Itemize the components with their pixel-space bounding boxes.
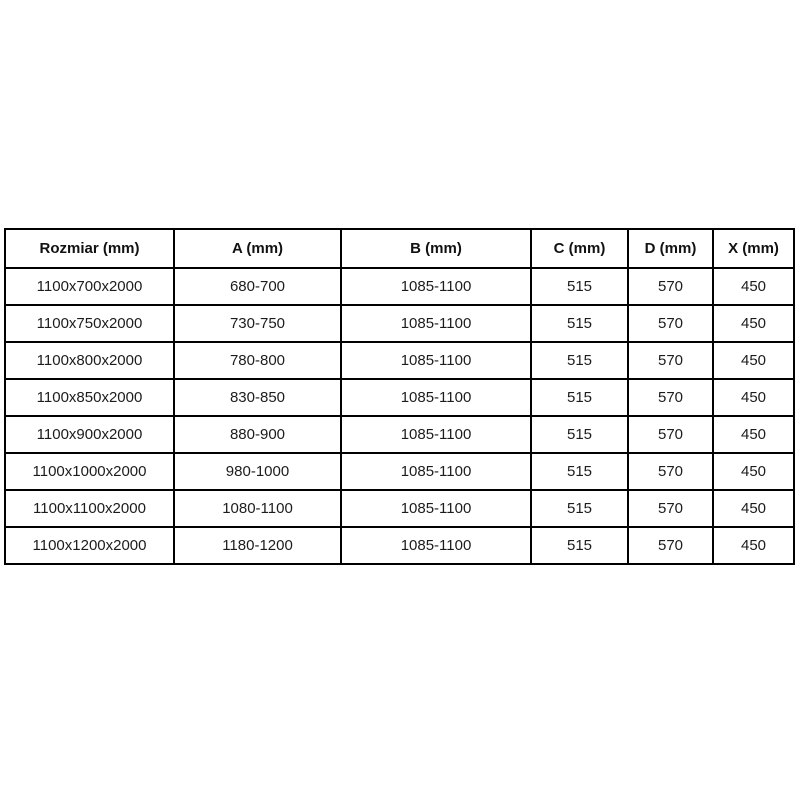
table-cell: 450 xyxy=(713,490,794,527)
table-cell: 680-700 xyxy=(174,268,341,305)
table-cell: 980-1000 xyxy=(174,453,341,490)
table-cell: 570 xyxy=(628,416,713,453)
header-row xyxy=(5,229,794,268)
table-cell: 1100x750x2000 xyxy=(5,305,174,342)
table-row xyxy=(5,379,794,416)
table-cell: 1100x800x2000 xyxy=(5,342,174,379)
table-body xyxy=(5,268,794,564)
size-spec-table xyxy=(4,228,795,565)
table-cell: 570 xyxy=(628,527,713,564)
table-row xyxy=(5,527,794,564)
table-cell: 780-800 xyxy=(174,342,341,379)
column-header-d: D (mm) xyxy=(628,229,713,268)
table-cell: 515 xyxy=(531,416,628,453)
table-cell: 570 xyxy=(628,453,713,490)
table-cell: 1180-1200 xyxy=(174,527,341,564)
table-header xyxy=(5,229,794,268)
table-cell: 1085-1100 xyxy=(341,490,531,527)
table-cell: 570 xyxy=(628,268,713,305)
table-cell: 450 xyxy=(713,527,794,564)
column-header-x: X (mm) xyxy=(713,229,794,268)
table-cell: 1085-1100 xyxy=(341,268,531,305)
column-header-b: B (mm) xyxy=(341,229,531,268)
table-row xyxy=(5,268,794,305)
table-cell: 450 xyxy=(713,416,794,453)
table-row xyxy=(5,342,794,379)
table-cell: 1100x850x2000 xyxy=(5,379,174,416)
column-header-a: A (mm) xyxy=(174,229,341,268)
table-cell: 515 xyxy=(531,490,628,527)
table-cell: 450 xyxy=(713,379,794,416)
table-cell: 1100x700x2000 xyxy=(5,268,174,305)
table-cell: 570 xyxy=(628,342,713,379)
table-row xyxy=(5,453,794,490)
column-header-c: C (mm) xyxy=(531,229,628,268)
table-cell: 515 xyxy=(531,379,628,416)
table-cell: 1080-1100 xyxy=(174,490,341,527)
table-row xyxy=(5,416,794,453)
column-header-rozmiar: Rozmiar (mm) xyxy=(5,229,174,268)
table-cell: 515 xyxy=(531,342,628,379)
table-cell: 1100x1000x2000 xyxy=(5,453,174,490)
table-cell: 1085-1100 xyxy=(341,305,531,342)
size-spec-table-container xyxy=(4,228,793,565)
table-cell: 515 xyxy=(531,268,628,305)
table-cell: 1085-1100 xyxy=(341,416,531,453)
table-cell: 450 xyxy=(713,342,794,379)
table-cell: 570 xyxy=(628,490,713,527)
table-cell: 450 xyxy=(713,305,794,342)
table-cell: 1085-1100 xyxy=(341,527,531,564)
table-cell: 880-900 xyxy=(174,416,341,453)
table-cell: 1100x1100x2000 xyxy=(5,490,174,527)
table-cell: 515 xyxy=(531,453,628,490)
table-cell: 570 xyxy=(628,305,713,342)
table-cell: 570 xyxy=(628,379,713,416)
table-cell: 515 xyxy=(531,527,628,564)
table-cell: 515 xyxy=(531,305,628,342)
table-cell: 730-750 xyxy=(174,305,341,342)
table-cell: 1085-1100 xyxy=(341,453,531,490)
table-cell: 1100x1200x2000 xyxy=(5,527,174,564)
table-cell: 1085-1100 xyxy=(341,379,531,416)
table-cell: 1085-1100 xyxy=(341,342,531,379)
table-row xyxy=(5,490,794,527)
table-cell: 830-850 xyxy=(174,379,341,416)
table-cell: 450 xyxy=(713,268,794,305)
table-cell: 450 xyxy=(713,453,794,490)
table-cell: 1100x900x2000 xyxy=(5,416,174,453)
table-row xyxy=(5,305,794,342)
